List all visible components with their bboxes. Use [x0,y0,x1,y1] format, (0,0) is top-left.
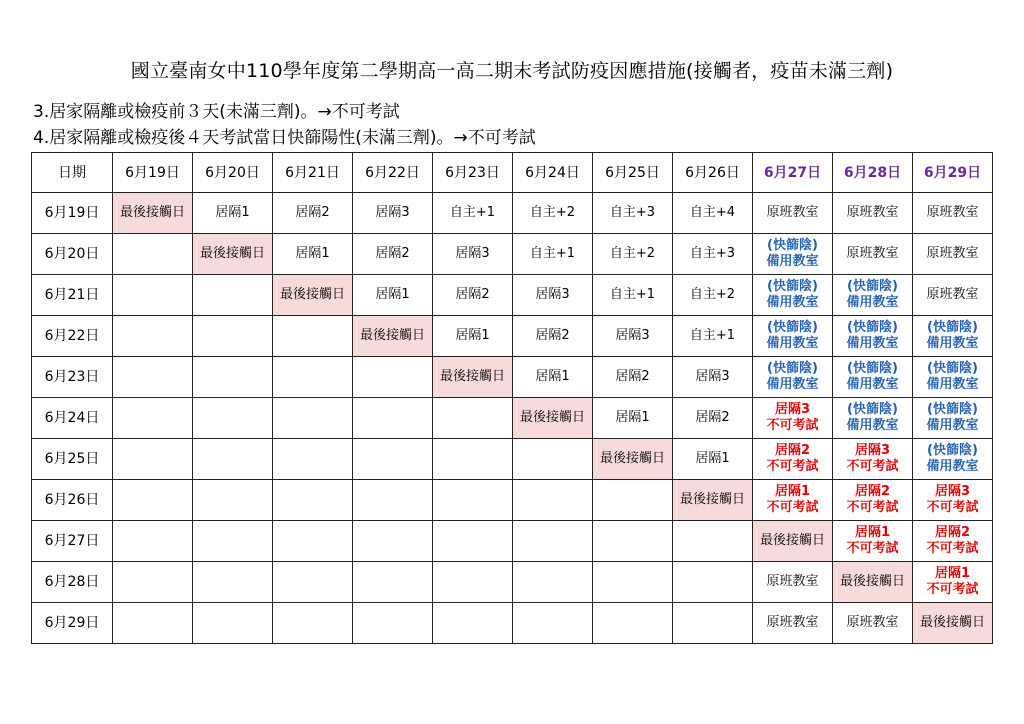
rapid-test-cell [833,398,913,439]
cell-line-2: 不可考試 [766,500,819,515]
rapid-test-cell [913,357,993,398]
cell-line-2: 不可考試 [926,582,979,597]
empty-cell [513,562,593,603]
no-exam-cell [913,562,993,603]
table-row [32,316,993,357]
empty-cell [673,603,753,644]
empty-cell [433,521,513,562]
row-header-date: 6月23日 [32,357,113,398]
cell-line-1: 居隔2 [774,443,811,458]
schedule-cell: 自主+1 [513,234,593,275]
empty-cell [513,603,593,644]
schedule-cell: 居隔2 [353,234,433,275]
last-contact-cell: 最後接觸日 [753,521,833,562]
schedule-cell: 原班教室 [753,193,833,234]
rapid-test-cell [913,316,993,357]
schedule-cell: 居隔3 [513,275,593,316]
column-header: 6月19日 [113,153,193,193]
schedule-cell: 居隔2 [593,357,673,398]
row-header-date: 6月28日 [32,562,113,603]
schedule-cell: 居隔1 [593,398,673,439]
schedule-cell: 原班教室 [753,562,833,603]
rapid-test-cell [753,357,833,398]
row-header-date: 6月21日 [32,275,113,316]
empty-cell [433,398,513,439]
last-contact-cell: 最後接觸日 [433,357,513,398]
rule-3: 3.居家隔離或檢疫前３天(未滿三劑)。→不可考試 [33,102,400,122]
empty-cell [433,603,513,644]
empty-cell [513,480,593,521]
column-header: 6月27日 [753,153,833,193]
cell-line-1: 居隔1 [854,525,891,540]
schedule-cell: 原班教室 [753,603,833,644]
table-row [32,562,993,603]
last-contact-cell: 最後接觸日 [513,398,593,439]
last-contact-cell: 最後接觸日 [673,480,753,521]
empty-cell [433,439,513,480]
schedule-cell: 自主+1 [593,275,673,316]
cell-line-1: 居隔3 [934,484,971,499]
empty-cell [433,480,513,521]
cell-line-2: 備用教室 [766,377,819,392]
last-contact-cell: 最後接觸日 [273,275,353,316]
cell-line-2: 備用教室 [846,377,899,392]
schedule-cell: 居隔1 [353,275,433,316]
table-header-row [32,153,993,193]
empty-cell [273,398,353,439]
cell-line-2: 不可考試 [766,459,819,474]
table-row [32,234,993,275]
rapid-test-cell [753,316,833,357]
schedule-cell: 居隔2 [513,316,593,357]
schedule-cell: 居隔2 [673,398,753,439]
empty-cell [273,316,353,357]
no-exam-cell [753,480,833,521]
schedule-cell: 自主+3 [593,193,673,234]
cell-line-1: (快篩陰) [767,320,818,335]
cell-line-2: 不可考試 [926,500,979,515]
empty-cell [193,603,273,644]
schedule-cell: 居隔2 [433,275,513,316]
schedule-cell: 自主+3 [673,234,753,275]
schedule-cell: 居隔3 [433,234,513,275]
cell-line-2: 備用教室 [766,336,819,351]
empty-cell [113,480,193,521]
no-exam-cell [833,521,913,562]
cell-line-2: 備用教室 [766,254,819,269]
rule-4: 4.居家隔離或檢疫後４天考試當日快篩陽性(未滿三劑)。→不可考試 [33,128,536,148]
empty-cell [113,234,193,275]
schedule-cell: 居隔1 [273,234,353,275]
schedule-cell: 原班教室 [833,234,913,275]
empty-cell [593,562,673,603]
row-header-date: 6月20日 [32,234,113,275]
cell-line-2: 不可考試 [846,500,899,515]
rapid-test-cell [753,234,833,275]
cell-line-2: 不可考試 [926,541,979,556]
cell-line-1: (快篩陰) [847,320,898,335]
cell-line-1: (快篩陰) [767,238,818,253]
no-exam-cell [913,480,993,521]
empty-cell [273,521,353,562]
table-row [32,480,993,521]
last-contact-cell: 最後接觸日 [113,193,193,234]
table-row [32,603,993,644]
cell-line-1: (快篩陰) [767,279,818,294]
column-header: 6月21日 [273,153,353,193]
row-header-date: 6月22日 [32,316,113,357]
table-row [32,439,993,480]
column-header-date: 日期 [32,153,113,193]
schedule-cell: 原班教室 [913,234,993,275]
schedule-cell: 原班教室 [833,603,913,644]
empty-cell [193,562,273,603]
cell-line-2: 不可考試 [766,418,819,433]
empty-cell [113,562,193,603]
schedule-cell: 居隔3 [673,357,753,398]
cell-line-1: 居隔3 [774,402,811,417]
schedule-cell: 原班教室 [913,193,993,234]
schedule-cell: 自主+1 [433,193,513,234]
row-header-date: 6月26日 [32,480,113,521]
cell-line-1: (快篩陰) [847,402,898,417]
rapid-test-cell [753,275,833,316]
cell-line-2: 備用教室 [766,295,819,310]
cell-line-1: (快篩陰) [847,279,898,294]
no-exam-cell [833,480,913,521]
empty-cell [673,521,753,562]
empty-cell [593,480,673,521]
empty-cell [353,357,433,398]
schedule-cell: 居隔1 [513,357,593,398]
cell-line-2: 備用教室 [926,336,979,351]
schedule-cell: 居隔1 [433,316,513,357]
empty-cell [353,398,433,439]
rapid-test-cell [833,357,913,398]
empty-cell [113,603,193,644]
rapid-test-cell [833,316,913,357]
empty-cell [193,357,273,398]
cell-line-2: 備用教室 [926,418,979,433]
empty-cell [193,439,273,480]
column-header: 6月23日 [433,153,513,193]
empty-cell [113,316,193,357]
schedule-cell: 居隔3 [353,193,433,234]
empty-cell [353,521,433,562]
empty-cell [273,603,353,644]
last-contact-cell: 最後接觸日 [913,603,993,644]
schedule-cell: 自主+1 [673,316,753,357]
empty-cell [273,562,353,603]
no-exam-cell [753,398,833,439]
schedule-cell: 居隔2 [273,193,353,234]
cell-line-2: 備用教室 [846,295,899,310]
empty-cell [513,439,593,480]
empty-cell [673,562,753,603]
column-header: 6月25日 [593,153,673,193]
empty-cell [353,439,433,480]
cell-line-1: 居隔2 [934,525,971,540]
row-header-date: 6月29日 [32,603,113,644]
cell-line-2: 備用教室 [846,336,899,351]
empty-cell [193,521,273,562]
empty-cell [353,480,433,521]
last-contact-cell: 最後接觸日 [833,562,913,603]
column-header: 6月24日 [513,153,593,193]
schedule-cell: 自主+2 [673,275,753,316]
schedule-cell: 自主+2 [513,193,593,234]
page-title: 國立臺南女中110學年度第二學期高一高二期末考試防疫因應措施(接觸者，疫苗未滿三劑) [130,60,894,82]
no-exam-cell [913,521,993,562]
empty-cell [593,603,673,644]
empty-cell [273,439,353,480]
cell-line-2: 備用教室 [926,459,979,474]
row-header-date: 6月24日 [32,398,113,439]
table-row [32,398,993,439]
empty-cell [273,357,353,398]
cell-line-1: (快篩陰) [767,361,818,376]
column-header: 6月26日 [673,153,753,193]
cell-line-1: (快篩陰) [927,443,978,458]
empty-cell [193,480,273,521]
rapid-test-cell [833,275,913,316]
empty-cell [353,562,433,603]
table-row [32,275,993,316]
column-header: 6月28日 [833,153,913,193]
schedule-cell: 居隔1 [193,193,273,234]
cell-line-1: 居隔3 [854,443,891,458]
schedule-cell: 原班教室 [913,275,993,316]
row-header-date: 6月27日 [32,521,113,562]
cell-line-1: (快篩陰) [927,402,978,417]
column-header: 6月20日 [193,153,273,193]
last-contact-cell: 最後接觸日 [193,234,273,275]
no-exam-cell [833,439,913,480]
empty-cell [113,439,193,480]
empty-cell [193,398,273,439]
schedule-cell: 原班教室 [833,193,913,234]
table-row [32,357,993,398]
schedule-cell: 自主+2 [593,234,673,275]
no-exam-cell [753,439,833,480]
row-header-date: 6月25日 [32,439,113,480]
schedule-table-body [32,153,993,644]
empty-cell [113,398,193,439]
cell-line-2: 備用教室 [846,418,899,433]
cell-line-1: 居隔2 [854,484,891,499]
empty-cell [433,562,513,603]
cell-line-1: 居隔1 [934,566,971,581]
rapid-test-cell [913,398,993,439]
last-contact-cell: 最後接觸日 [353,316,433,357]
rapid-test-cell [913,439,993,480]
cell-line-1: (快篩陰) [927,361,978,376]
empty-cell [113,357,193,398]
schedule-table [31,152,993,644]
last-contact-cell: 最後接觸日 [593,439,673,480]
column-header: 6月22日 [353,153,433,193]
empty-cell [273,480,353,521]
empty-cell [113,275,193,316]
schedule-cell: 自主+4 [673,193,753,234]
cell-line-1: (快篩陰) [927,320,978,335]
table-row [32,193,993,234]
schedule-cell: 居隔3 [593,316,673,357]
empty-cell [193,316,273,357]
column-header: 6月29日 [913,153,993,193]
empty-cell [593,521,673,562]
cell-line-2: 不可考試 [846,541,899,556]
cell-line-2: 備用教室 [926,377,979,392]
cell-line-2: 不可考試 [846,459,899,474]
empty-cell [513,521,593,562]
cell-line-1: (快篩陰) [847,361,898,376]
schedule-cell: 居隔1 [673,439,753,480]
row-header-date: 6月19日 [32,193,113,234]
empty-cell [353,603,433,644]
empty-cell [113,521,193,562]
cell-line-1: 居隔1 [774,484,811,499]
empty-cell [193,275,273,316]
table-row [32,521,993,562]
